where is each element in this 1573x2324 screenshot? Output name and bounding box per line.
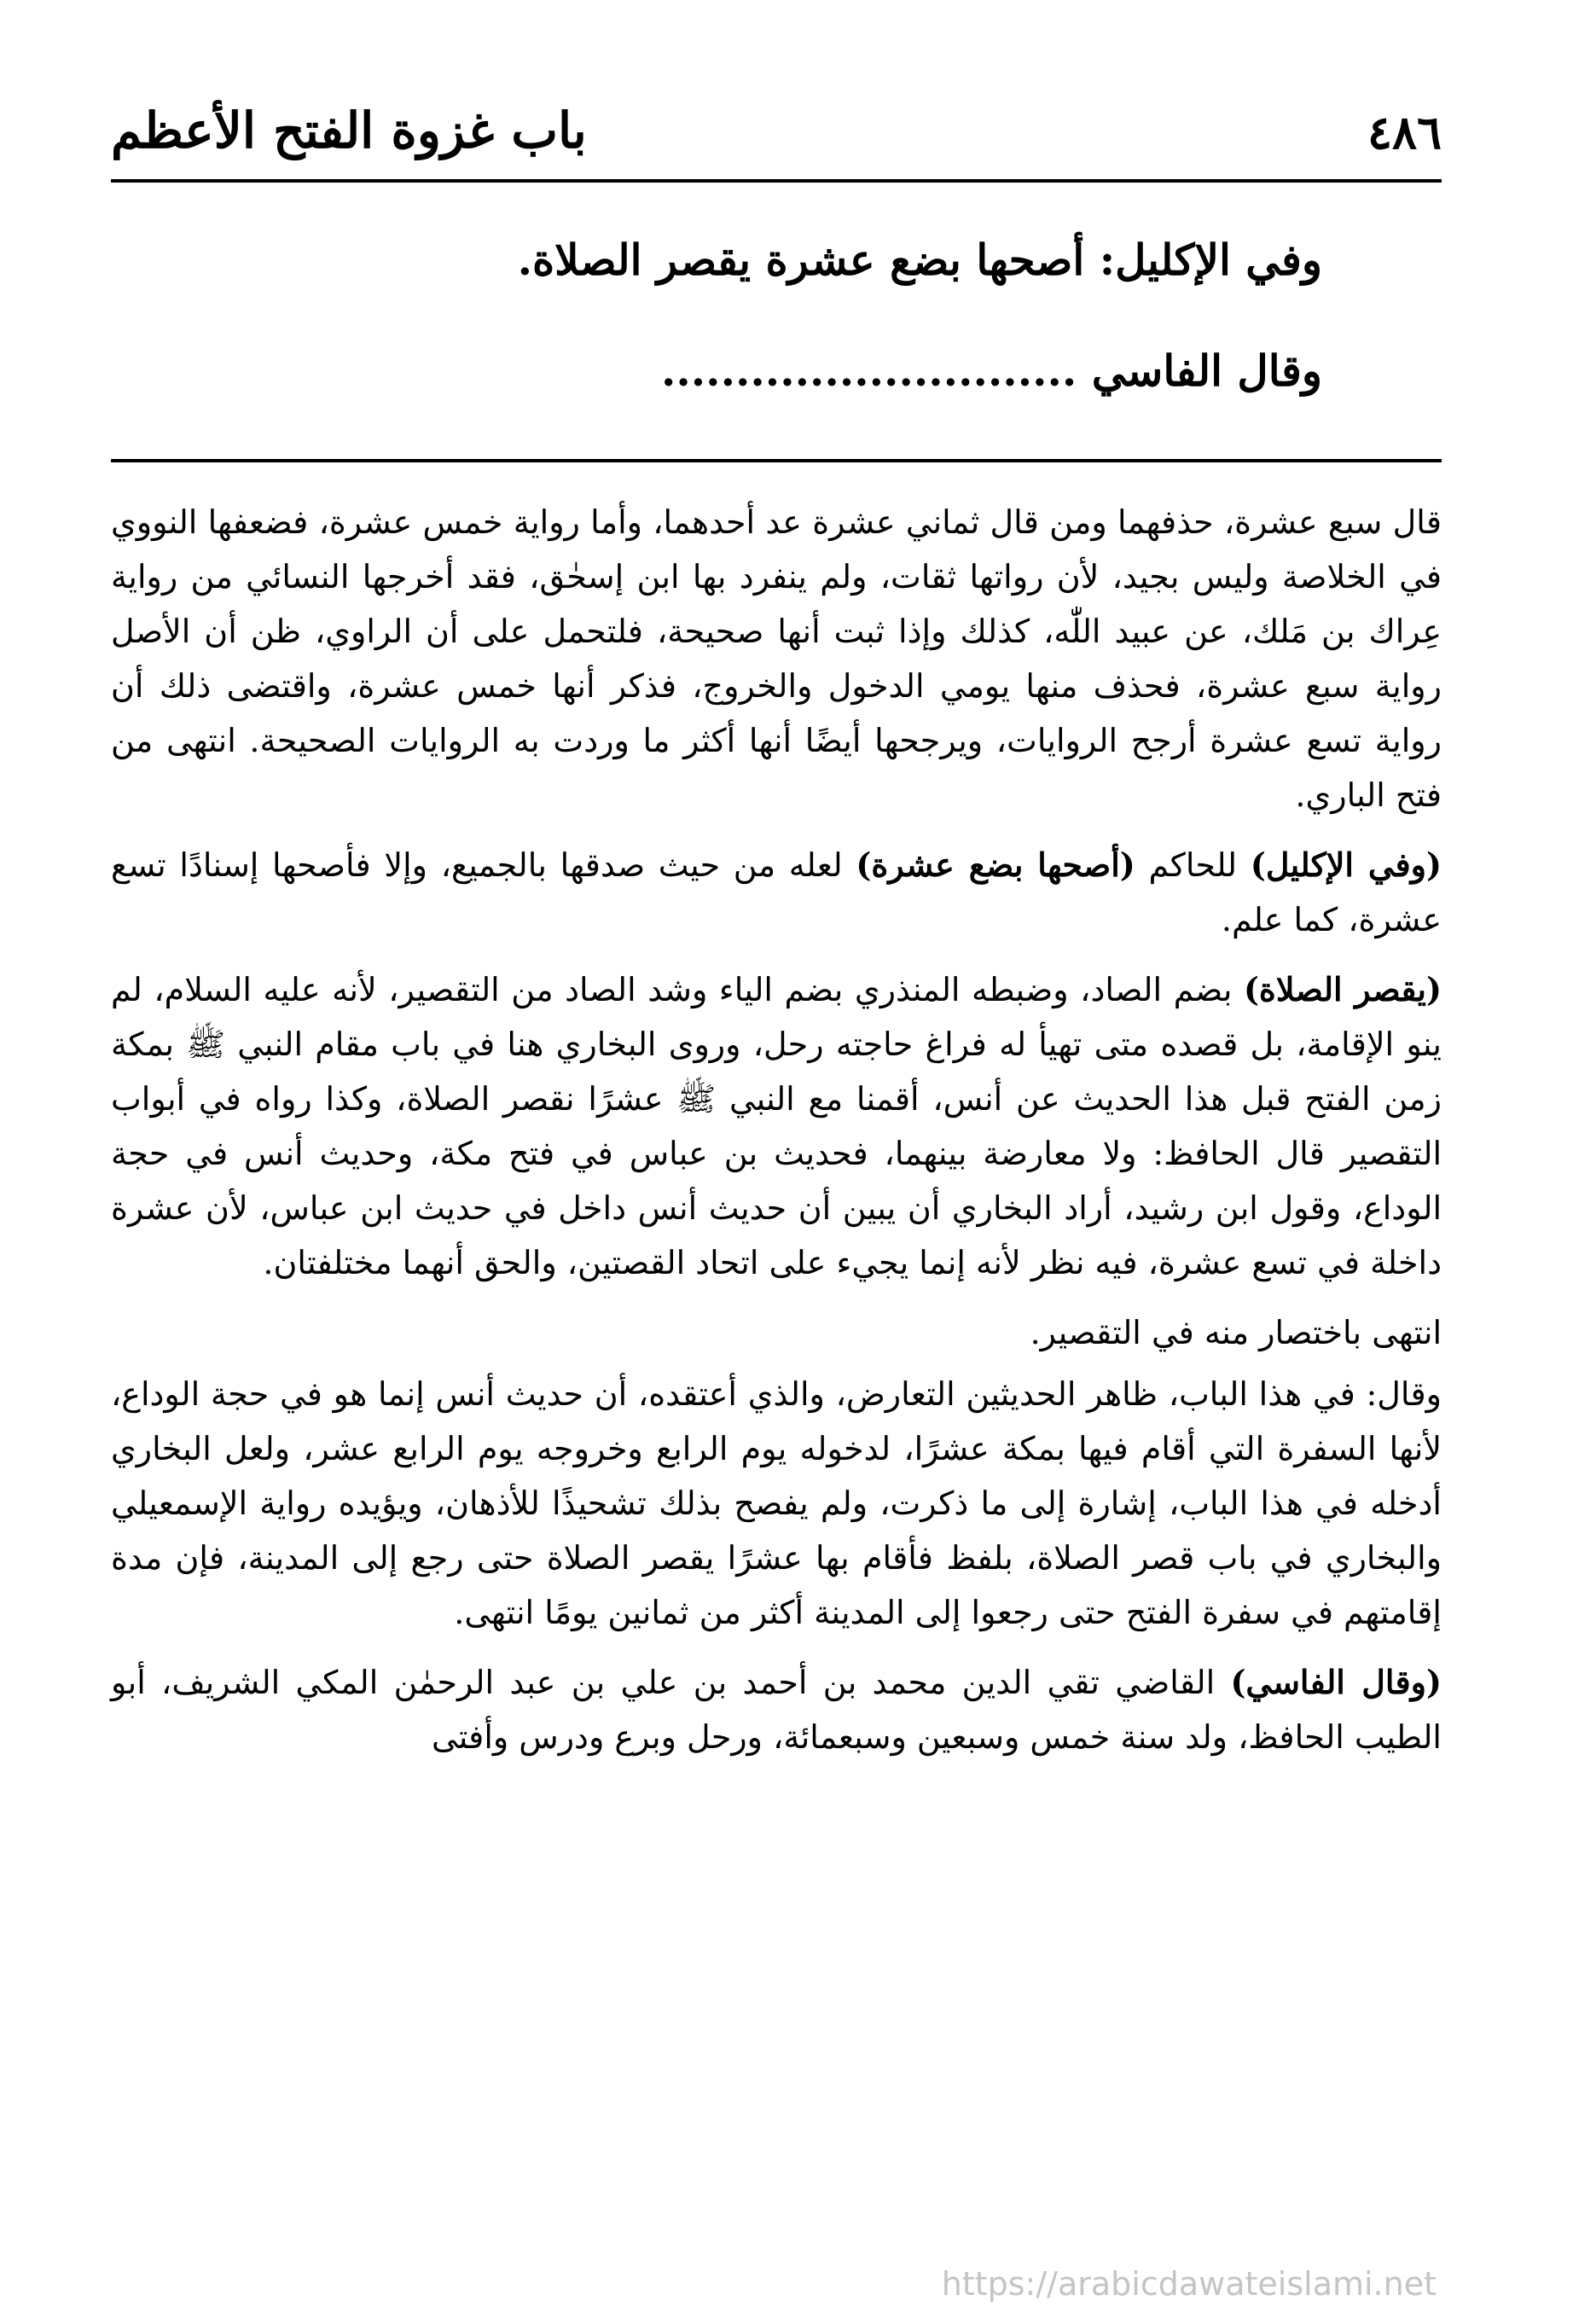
commentary-paragraph-1: قال سبع عشرة، حذفهما ومن قال ثماني عشرة عد أحدهما، وأما رواية خمس عشرة، فضعفها النووي في الخلاصة وليس بجيد، لأن رواتها ثقات، ولم ينفرد بها ابن إسحٰق، فقد أخرجها النسائي من رواية عِراك بن مَلك، عن عبيد اللّٰه، كذلك وإذا ثبت أنها صحيحة، فلتحمل على أن الراوي، ظن أن الأصل رواية سبع عشرة، فحذف منها يومي الدخول والخروج، فذكر أنها خمس عشرة، واقتضى ذلك أن رواية تسع عشرة أرجح الروايات، ويرجحها أيضًا أنها أكثر ما وردت به الروايات الصحيحة. انتهى من فتح الباري. xyxy=(111,503,1442,814)
paragraph-2-text-b: لعله من حيث صدقها بالجميع، وإلا فأصحها إسنادًا تسع عشرة، كما علم. xyxy=(111,846,1442,938)
matn-text xyxy=(111,205,1322,427)
commentary-paragraph-5: وقال: في هذا الباب، ظاهر الحديثين التعارض، والذي أعتقده، أن حديث أنس إنما هو في حجة الوداع، لأنها السفرة التي أقام فيها بمكة عشرًا، لدخوله يوم الرابع وخروجه يوم الرابع عشر، ولعل البخاري أدخله في هذا الباب، إشارة إلى ما ذكرت، ولم يفصح بذلك تشحيذًا للأذهان، ويؤيده رواية الإسمعيلي والبخاري في باب قصر الصلاة، بلفظ فأقام بها عشرًا يقصر الصلاة حتى رجع إلى المدينة، فإن مدة إقامتهم في سفرة الفتح حتى رجعوا إلى المدينة أكثر من ثمانين يومًا انتهى. xyxy=(111,1375,1442,1631)
header-rule xyxy=(111,179,1442,183)
commentary-paragraph-3 xyxy=(111,962,1442,1290)
commentary-text xyxy=(111,495,1442,1780)
page-header xyxy=(111,90,1442,175)
watermark-url: https://arabicdawateislami.net xyxy=(941,2265,1437,2303)
lemma-al-iklil: (وفي الإكليل) xyxy=(1250,845,1442,884)
lemma-ashahha: (أصحها بضع عشرة) xyxy=(856,845,1135,884)
commentary-paragraph-6 xyxy=(111,1655,1442,1764)
commentary-paragraph-4: انتهى باختصار منه في التقصير. xyxy=(1030,1314,1442,1351)
lemma-yaqsur: (يقصر الصلاة) xyxy=(1243,970,1442,1008)
commentary-paragraph-2 xyxy=(111,838,1442,947)
page-number: ٤٨٦ xyxy=(1367,105,1442,160)
matn-line-2: وقال الفاسي ............................ xyxy=(660,346,1322,396)
paragraph-2-text-a: للحاكم xyxy=(1135,846,1251,884)
running-title: باب غزوة الفتح الأعظم xyxy=(111,102,587,160)
lemma-al-fasi: (وقال الفاسي) xyxy=(1230,1663,1442,1701)
matn-line-1: وفي الإكليل: أصحها بضع عشرة يقصر الصلاة. xyxy=(517,235,1322,285)
paragraph-3-text: بضم الصاد، وضبطه المنذري بضم الياء وشد الصاد من التقصير، لأنه عليه السلام، لم ينو الإقامة، بل قصده متى تهيأ له فراغ حاجته رحل، وروى البخاري هنا في باب مقام النبي ﷺ بمكة زمن الفتح قبل هذا الحديث عن أنس، أقمنا مع النبي ﷺ عشرًا نقصر الصلاة، وكذا رواه في أبواب التقصير قال الحافظ: ولا معارضة بينهما، فحديث بن عباس في فتح مكة، وحديث أنس في حجة الوداع، وقول ابن رشيد، أراد البخاري أن يبين أن حديث أنس داخل في حديث ابن عباس، لأن عشرة داخلة في تسع عشرة، فيه نظر لأنه إنما يجيء على اتحاد القصتين، والحق أنهما مختلفتان. xyxy=(111,971,1442,1281)
matn-separator-rule xyxy=(111,459,1442,462)
paragraph-6-text: القاضي تقي الدين محمد بن أحمد بن علي بن عبد الرحمٰن المكي الشريف، أبو الطيب الحافظ، ولد سنة خمس وسبعين وسبعمائة، ورحل وبرع ودرس وأفتى xyxy=(111,1664,1442,1756)
